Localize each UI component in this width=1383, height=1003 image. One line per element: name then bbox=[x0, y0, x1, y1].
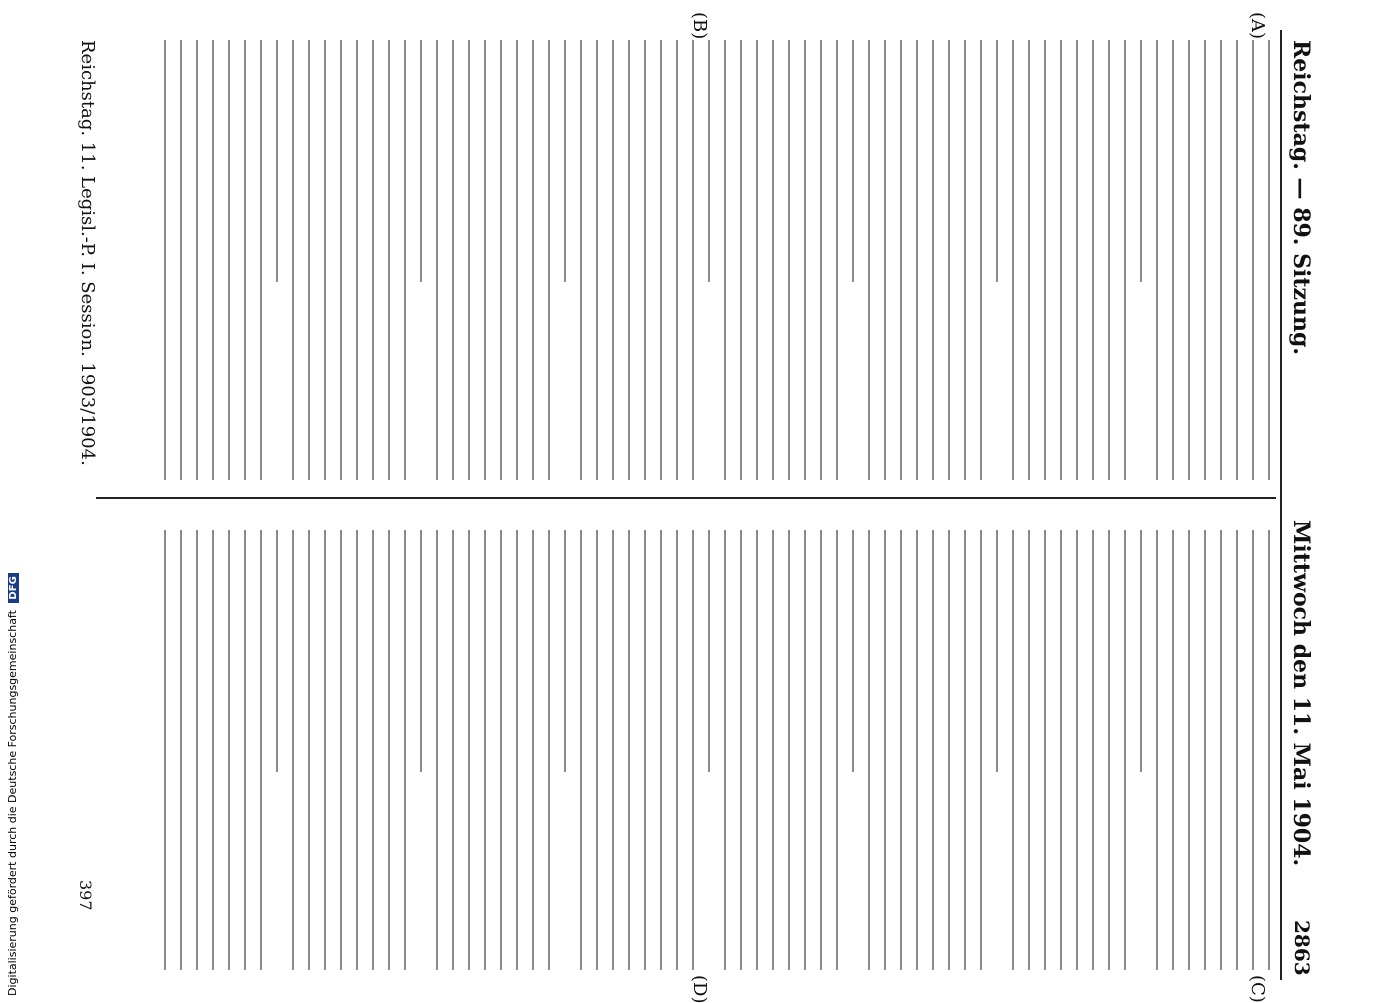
body-text-line bbox=[981, 40, 983, 480]
body-text-line bbox=[693, 40, 695, 480]
body-text-line bbox=[261, 530, 263, 970]
body-text-line bbox=[917, 40, 919, 480]
body-text-line bbox=[1237, 40, 1239, 480]
body-text-line bbox=[645, 530, 647, 970]
body-text-line bbox=[357, 530, 359, 970]
session-footer: Reichstag. 11. Legisl.-P. I. Session. 1903/1904. bbox=[77, 40, 98, 466]
body-text-line bbox=[741, 530, 743, 970]
body-text-line bbox=[469, 530, 471, 970]
header-rule bbox=[1280, 30, 1282, 980]
body-text-line bbox=[293, 40, 295, 480]
body-text-line bbox=[437, 530, 439, 970]
digitization-note bbox=[6, 573, 19, 996]
text-column-right bbox=[140, 530, 1270, 970]
body-text-line bbox=[709, 530, 711, 772]
body-text-line bbox=[837, 40, 839, 480]
body-text-line bbox=[805, 530, 807, 970]
margin-marker-a: (A) bbox=[1247, 12, 1268, 40]
body-text-line bbox=[949, 40, 951, 480]
body-text-line bbox=[933, 530, 935, 970]
body-text-line bbox=[181, 530, 183, 970]
body-text-line bbox=[597, 530, 599, 970]
body-text-line bbox=[453, 530, 455, 970]
body-text-line bbox=[309, 530, 311, 970]
body-text-line bbox=[661, 530, 663, 970]
body-text-line bbox=[341, 530, 343, 970]
body-text-line bbox=[821, 40, 823, 480]
body-text-line bbox=[245, 530, 247, 970]
rotated-sheet bbox=[30, 0, 1320, 1003]
body-text-line bbox=[373, 530, 375, 970]
body-text-line bbox=[197, 530, 199, 970]
column-divider bbox=[96, 497, 1276, 499]
body-text-line bbox=[501, 40, 503, 480]
body-text-line bbox=[325, 530, 327, 970]
body-text-line bbox=[517, 40, 519, 480]
body-text-line bbox=[885, 530, 887, 970]
body-text-line bbox=[869, 40, 871, 480]
body-text-line bbox=[517, 530, 519, 970]
body-text-line bbox=[485, 40, 487, 480]
body-text-line bbox=[629, 530, 631, 970]
body-text-line bbox=[613, 530, 615, 970]
body-text-line bbox=[693, 530, 695, 970]
body-text-line bbox=[245, 40, 247, 480]
body-text-line bbox=[485, 530, 487, 970]
body-text-line bbox=[565, 40, 567, 282]
body-text-line bbox=[1189, 40, 1191, 480]
body-text-line bbox=[773, 40, 775, 480]
body-text-line bbox=[997, 40, 999, 282]
body-text-line bbox=[1221, 530, 1223, 970]
running-header-right: Mittwoch den 11. Mai 1904. bbox=[1288, 520, 1314, 867]
body-text-line bbox=[1205, 530, 1207, 970]
body-text-line bbox=[1013, 40, 1015, 480]
body-text-line bbox=[709, 40, 711, 282]
body-text-line bbox=[1221, 40, 1223, 480]
body-text-line bbox=[469, 40, 471, 480]
body-text-line bbox=[309, 40, 311, 480]
body-text-line bbox=[1093, 530, 1095, 970]
digitization-note-text: Digitalisierung gefördert durch die Deutsche Forschungsgemeinschaft bbox=[6, 610, 19, 996]
body-text-line bbox=[1045, 530, 1047, 970]
body-text-line bbox=[565, 530, 567, 772]
body-text-line bbox=[869, 530, 871, 970]
body-text-line bbox=[1013, 530, 1015, 970]
body-text-line bbox=[1157, 40, 1159, 480]
body-text-line bbox=[853, 40, 855, 282]
body-text-line bbox=[549, 40, 551, 480]
body-text-line bbox=[1125, 530, 1127, 970]
body-text-line bbox=[805, 40, 807, 480]
body-text-line bbox=[997, 530, 999, 772]
body-text-line bbox=[789, 530, 791, 970]
body-text-line bbox=[789, 40, 791, 480]
body-text-line bbox=[629, 40, 631, 480]
body-text-line bbox=[613, 40, 615, 480]
body-text-line bbox=[981, 530, 983, 970]
body-text-line bbox=[277, 40, 279, 282]
body-text-line bbox=[1141, 530, 1143, 772]
body-text-line bbox=[853, 530, 855, 772]
body-text-line bbox=[1237, 530, 1239, 970]
body-text-line bbox=[677, 40, 679, 480]
body-text-line bbox=[453, 40, 455, 480]
body-text-line bbox=[725, 40, 727, 480]
body-text-line bbox=[1205, 40, 1207, 480]
body-text-line bbox=[165, 530, 167, 970]
running-header-left: Reichstag. — 89. Sitzung. bbox=[1288, 40, 1314, 356]
body-text-line bbox=[1125, 40, 1127, 480]
body-text-line bbox=[1253, 40, 1255, 480]
body-text-line bbox=[213, 530, 215, 970]
body-text-line bbox=[501, 530, 503, 970]
body-text-line bbox=[389, 40, 391, 480]
body-text-line bbox=[437, 40, 439, 480]
sheet-number: 397 bbox=[76, 880, 95, 911]
body-text-line bbox=[661, 40, 663, 480]
body-text-line bbox=[1061, 40, 1063, 480]
text-column-left bbox=[140, 40, 1270, 480]
body-text-line bbox=[389, 530, 391, 970]
body-text-line bbox=[405, 40, 407, 480]
body-text-line bbox=[1141, 40, 1143, 282]
body-text-line bbox=[373, 40, 375, 480]
body-text-line bbox=[1157, 530, 1159, 970]
body-text-line bbox=[1077, 530, 1079, 970]
body-text-line bbox=[725, 530, 727, 970]
body-text-line bbox=[1173, 530, 1175, 970]
body-text-line bbox=[1093, 40, 1095, 480]
body-text-line bbox=[229, 530, 231, 970]
body-text-line bbox=[293, 530, 295, 970]
body-text-line bbox=[1077, 40, 1079, 480]
body-text-line bbox=[357, 40, 359, 480]
body-text-line bbox=[837, 530, 839, 970]
body-text-line bbox=[597, 40, 599, 480]
dfg-logo: DFG bbox=[8, 573, 19, 602]
body-text-line bbox=[405, 530, 407, 970]
body-text-line bbox=[1269, 40, 1271, 480]
body-text-line bbox=[1269, 530, 1271, 970]
body-text-line bbox=[741, 40, 743, 480]
body-text-line bbox=[933, 40, 935, 480]
body-text-line bbox=[533, 40, 535, 480]
body-text-line bbox=[581, 530, 583, 970]
body-text-line bbox=[965, 40, 967, 480]
body-text-line bbox=[1109, 40, 1111, 480]
body-text-line bbox=[1029, 40, 1031, 480]
body-text-line bbox=[181, 40, 183, 480]
body-text-line bbox=[421, 40, 423, 282]
body-text-line bbox=[533, 530, 535, 970]
body-text-line bbox=[165, 40, 167, 480]
body-text-line bbox=[1045, 40, 1047, 480]
body-text-line bbox=[325, 40, 327, 480]
body-text-line bbox=[949, 530, 951, 970]
body-text-line bbox=[1029, 530, 1031, 970]
body-text-line bbox=[581, 40, 583, 480]
body-text-line bbox=[917, 530, 919, 970]
body-text-line bbox=[645, 40, 647, 480]
page-number: 2863 bbox=[1290, 920, 1314, 976]
body-text-line bbox=[229, 40, 231, 480]
body-text-line bbox=[885, 40, 887, 480]
body-text-line bbox=[213, 40, 215, 480]
body-text-line bbox=[341, 40, 343, 480]
body-text-line bbox=[1109, 530, 1111, 970]
body-text-line bbox=[901, 530, 903, 970]
body-text-line bbox=[773, 530, 775, 970]
body-text-line bbox=[1189, 530, 1191, 970]
body-text-line bbox=[421, 530, 423, 772]
body-text-line bbox=[1061, 530, 1063, 970]
body-text-line bbox=[757, 530, 759, 970]
body-text-line bbox=[261, 40, 263, 480]
body-text-line bbox=[197, 40, 199, 480]
body-text-line bbox=[549, 530, 551, 970]
body-text-line bbox=[277, 530, 279, 772]
body-text-line bbox=[757, 40, 759, 480]
body-text-line bbox=[677, 530, 679, 970]
body-text-line bbox=[821, 530, 823, 970]
body-text-line bbox=[901, 40, 903, 480]
margin-marker-d: (D) bbox=[689, 975, 710, 1003]
margin-marker-c: (C) bbox=[1247, 975, 1268, 1003]
body-text-line bbox=[1173, 40, 1175, 480]
margin-marker-b: (B) bbox=[689, 12, 710, 40]
body-text-line bbox=[965, 530, 967, 970]
body-text-line bbox=[1253, 530, 1255, 970]
